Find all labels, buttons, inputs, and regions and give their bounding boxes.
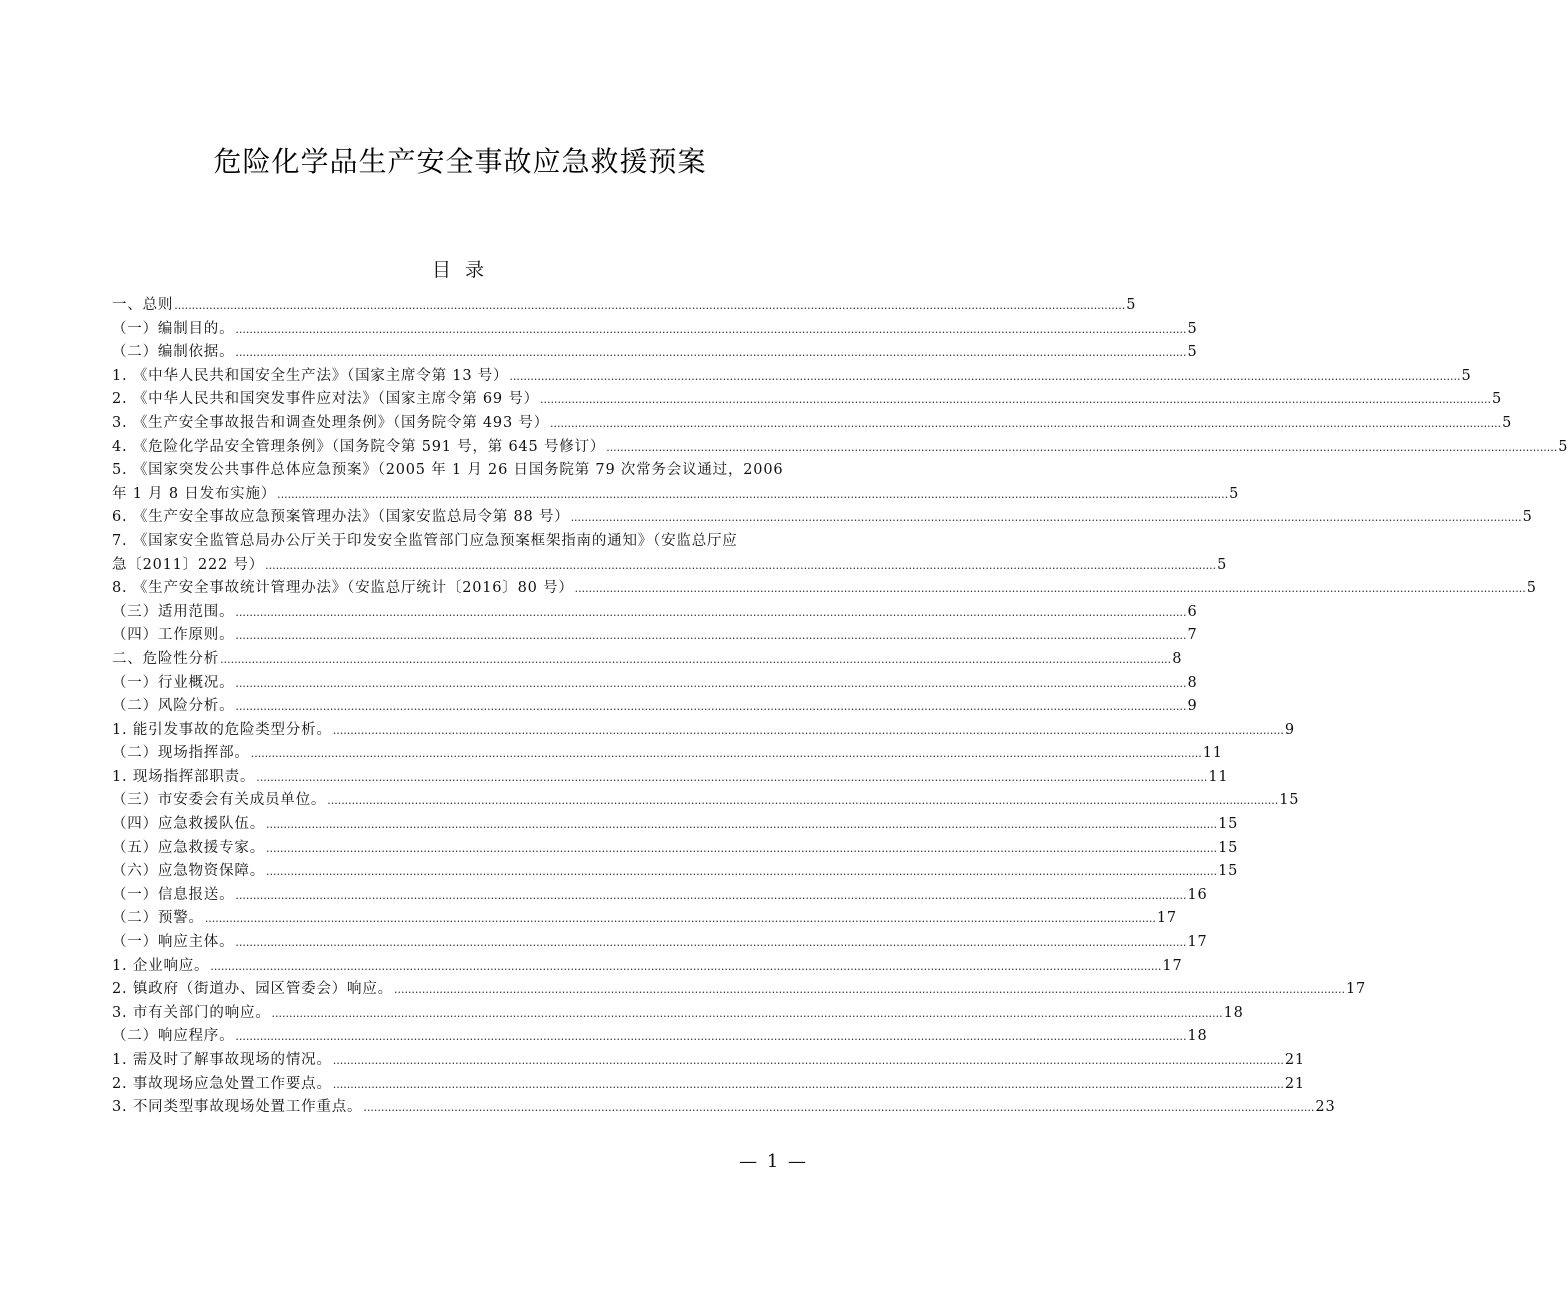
toc-leader-dots bbox=[251, 742, 1202, 766]
toc-entry[interactable] bbox=[112, 860, 1239, 884]
toc-entry-page: 7 bbox=[1187, 627, 1198, 644]
toc-leader-dots bbox=[174, 294, 1125, 318]
toc-entry-page: 5 bbox=[1522, 509, 1533, 526]
toc-leader-dots bbox=[256, 766, 1207, 790]
toc-entry[interactable] bbox=[112, 837, 1239, 861]
toc-entry-page: 5 bbox=[1461, 367, 1472, 384]
toc-entry-page: 17 bbox=[1187, 934, 1208, 951]
toc-leader-dots bbox=[394, 978, 1345, 1002]
toc-entry-page: 11 bbox=[1202, 745, 1223, 762]
toc-entry-text: （六）应急物资保障。 bbox=[112, 863, 265, 880]
toc-entry[interactable] bbox=[112, 695, 1198, 719]
toc-leader-dots bbox=[266, 837, 1217, 861]
toc-entry[interactable] bbox=[112, 530, 1228, 577]
toc-entry-text: 3. 市有关部门的响应。 bbox=[112, 1004, 271, 1021]
toc-entry[interactable] bbox=[112, 789, 1300, 813]
toc-entry-page: 15 bbox=[1218, 863, 1239, 880]
toc-entry-page: 17 bbox=[1162, 957, 1183, 974]
toc-leader-dots bbox=[235, 1025, 1186, 1049]
toc-entry-page: 5 bbox=[1187, 320, 1198, 337]
toc-entry[interactable] bbox=[112, 388, 1503, 412]
toc-entry-page: 9 bbox=[1187, 698, 1198, 715]
toc-entry-text: （一）响应主体。 bbox=[112, 934, 235, 951]
toc-entry-page: 23 bbox=[1315, 1099, 1336, 1116]
toc-leader-dots bbox=[363, 1096, 1314, 1120]
toc-entry-text: 1. 企业响应。 bbox=[112, 957, 210, 974]
toc-entry-text: 1. 《中华人民共和国安全生产法》（国家主席令第 13 号） bbox=[112, 367, 509, 384]
toc-entry-page: 21 bbox=[1284, 1052, 1305, 1068]
toc-leader-dots bbox=[265, 554, 1216, 578]
toc-entry-text: （二）现场指挥部。 bbox=[112, 745, 250, 762]
toc-entry[interactable] bbox=[112, 506, 1533, 530]
toc-entry-text: 3. 不同类型事故现场处置工作重点。 bbox=[112, 1099, 363, 1116]
toc-entry[interactable] bbox=[112, 601, 1198, 625]
toc-entry[interactable] bbox=[112, 955, 1183, 979]
toc-entry-page: 18 bbox=[1223, 1004, 1244, 1021]
toc-entry-page: 15 bbox=[1279, 792, 1300, 809]
toc-entry[interactable] bbox=[112, 341, 1198, 365]
toc-entry-page: 15 bbox=[1218, 839, 1239, 856]
toc-entry-text: 1. 能引发事故的危险类型分析。 bbox=[112, 721, 332, 738]
toc-heading: 目 录 bbox=[431, 259, 489, 281]
toc-entry-text: （四）工作原则。 bbox=[112, 627, 235, 644]
toc-entry-text: （三）适用范围。 bbox=[112, 603, 235, 620]
toc-entry-text: （二）风险分析。 bbox=[112, 698, 235, 715]
toc-entry-page: 21 bbox=[1284, 1075, 1305, 1092]
toc-leader-dots bbox=[235, 931, 1186, 955]
toc-entry-page: 8 bbox=[1187, 674, 1198, 691]
toc-entry-page: 5 bbox=[1187, 344, 1198, 361]
toc-leader-dots bbox=[235, 624, 1186, 648]
toc-leader-dots bbox=[509, 365, 1460, 389]
toc-entry-page: 5 bbox=[1217, 556, 1228, 573]
toc-entry[interactable] bbox=[112, 813, 1239, 837]
toc-entry[interactable] bbox=[112, 766, 1229, 790]
toc-entry[interactable] bbox=[112, 648, 1183, 672]
toc-entry-page: 8 bbox=[1172, 650, 1183, 667]
toc-entry[interactable] bbox=[112, 365, 1472, 389]
toc-entry-page: 5 bbox=[1126, 297, 1137, 313]
toc-entry-page: 5 bbox=[1526, 580, 1537, 597]
toc-leader-dots bbox=[235, 884, 1186, 908]
toc-entry-text-line1: 5. 《国家突发公共事件总体应急预案》（2005 年 1 月 26 日国务院第 79 次常务会议通过，2006 bbox=[112, 462, 784, 479]
toc-entry-text: （三）市安委会有关成员单位。 bbox=[112, 792, 327, 809]
toc-entry-text: 急〔2011〕222 号） bbox=[112, 556, 265, 573]
toc-entry[interactable] bbox=[112, 294, 1137, 318]
toc-entry[interactable] bbox=[112, 719, 1295, 743]
toc-entry-text: 2. 镇政府（街道办、园区管委会）响应。 bbox=[112, 981, 393, 998]
toc-entry-page: 9 bbox=[1284, 721, 1295, 738]
toc-entry-text: 6. 《生产安全事故应急预案管理办法》（国家安监总局令第 88 号） bbox=[112, 509, 570, 526]
toc-leader-dots bbox=[575, 577, 1526, 601]
toc-entry-page: 5 bbox=[1229, 485, 1240, 502]
toc-entry-text: （一）行业概况。 bbox=[112, 674, 235, 691]
toc-entry[interactable] bbox=[112, 742, 1223, 766]
toc-leader-dots bbox=[266, 813, 1217, 837]
toc-leader-dots bbox=[205, 907, 1156, 931]
toc-entry[interactable] bbox=[112, 884, 1208, 908]
toc-entry[interactable] bbox=[112, 1073, 1305, 1097]
toc-entry-page: 6 bbox=[1187, 603, 1198, 620]
toc-entry[interactable] bbox=[112, 1025, 1208, 1049]
toc-entry[interactable] bbox=[112, 931, 1208, 955]
toc-leader-dots bbox=[333, 1073, 1284, 1097]
table-of-contents bbox=[112, 294, 1568, 1120]
toc-leader-dots bbox=[277, 483, 1228, 507]
toc-leader-dots bbox=[235, 341, 1186, 365]
toc-entry-text: （二）编制依据。 bbox=[112, 344, 235, 361]
toc-leader-dots bbox=[571, 506, 1522, 530]
toc-entry[interactable] bbox=[112, 318, 1198, 342]
toc-entry-text: 二、危险性分析 bbox=[112, 650, 220, 667]
toc-entry-text: （四）应急救援队伍。 bbox=[112, 816, 265, 833]
toc-entry-text: 年 1 月 8 日发布实施） bbox=[112, 485, 277, 502]
toc-leader-dots bbox=[333, 1049, 1284, 1073]
toc-entry-page: 15 bbox=[1218, 816, 1239, 833]
toc-entry-page: 5 bbox=[1502, 414, 1513, 431]
toc-entry-page: 18 bbox=[1187, 1028, 1208, 1045]
toc-entry-text: （一）信息报送。 bbox=[112, 886, 235, 903]
toc-entry-page: 16 bbox=[1187, 886, 1208, 903]
toc-entry[interactable] bbox=[112, 1002, 1244, 1026]
toc-leader-dots bbox=[606, 436, 1557, 460]
toc-entry[interactable] bbox=[112, 436, 1568, 460]
toc-entry-text: 4. 《危险化学品安全管理条例》（国务院令第 591 号，第 645 号修订） bbox=[112, 438, 606, 455]
toc-leader-dots bbox=[540, 388, 1491, 412]
toc-entry[interactable] bbox=[112, 978, 1367, 1002]
toc-entry-text: 8. 《生产安全事故统计管理办法》（安监总厅统计〔2016〕80 号） bbox=[112, 580, 574, 597]
toc-entry-page: 5 bbox=[1492, 391, 1503, 408]
toc-entry-page: 17 bbox=[1346, 981, 1367, 998]
toc-leader-dots bbox=[333, 719, 1284, 743]
toc-entry-text-line1: 7. 《国家安全监管总局办公厅关于印发安全监管部门应急预案框架指南的通知》（安监总厅应 bbox=[112, 532, 738, 549]
document-title: 危险化学品生产安全事故应急救援预案 bbox=[213, 145, 707, 178]
toc-entry-text: 2. 《中华人民共和国突发事件应对法》（国家主席令第 69 号） bbox=[112, 391, 539, 408]
toc-entry[interactable] bbox=[112, 1096, 1336, 1120]
toc-entry-text: （五）应急救援专家。 bbox=[112, 839, 265, 856]
toc-entry[interactable] bbox=[112, 459, 1240, 506]
toc-leader-dots bbox=[266, 860, 1217, 884]
toc-entry-text: （二）预警。 bbox=[112, 910, 204, 927]
toc-entry[interactable] bbox=[112, 1049, 1305, 1073]
toc-entry[interactable] bbox=[112, 907, 1177, 931]
toc-entry-page: 17 bbox=[1156, 910, 1177, 927]
page-number: — 1 — bbox=[739, 1151, 808, 1172]
toc-entry-page: 11 bbox=[1208, 768, 1229, 785]
toc-leader-dots bbox=[235, 695, 1186, 719]
toc-entry-text: 3. 《生产安全事故报告和调查处理条例》（国务院令第 493 号） bbox=[112, 414, 549, 431]
toc-entry-text: 1. 现场指挥部职责。 bbox=[112, 768, 256, 785]
toc-leader-dots bbox=[272, 1002, 1223, 1026]
toc-leader-dots bbox=[550, 412, 1501, 436]
toc-leader-dots bbox=[220, 648, 1171, 672]
toc-leader-dots bbox=[327, 789, 1278, 813]
toc-leader-dots bbox=[235, 601, 1186, 625]
toc-entry-text: （二）响应程序。 bbox=[112, 1028, 235, 1045]
toc-entry-text: （一）编制目的。 bbox=[112, 320, 235, 337]
toc-entry[interactable] bbox=[112, 672, 1198, 696]
toc-entry[interactable] bbox=[112, 624, 1198, 648]
toc-leader-dots bbox=[210, 955, 1161, 979]
toc-entry[interactable] bbox=[112, 412, 1513, 436]
toc-leader-dots bbox=[235, 672, 1186, 696]
toc-entry-text: 1. 需及时了解事故现场的情况。 bbox=[112, 1052, 332, 1068]
toc-entry-text: 2. 事故现场应急处置工作要点。 bbox=[112, 1075, 332, 1092]
toc-entry[interactable] bbox=[112, 577, 1537, 601]
toc-entry-text: 一、总则 bbox=[112, 297, 174, 313]
toc-entry-page: 5 bbox=[1558, 438, 1568, 455]
toc-leader-dots bbox=[235, 318, 1186, 342]
